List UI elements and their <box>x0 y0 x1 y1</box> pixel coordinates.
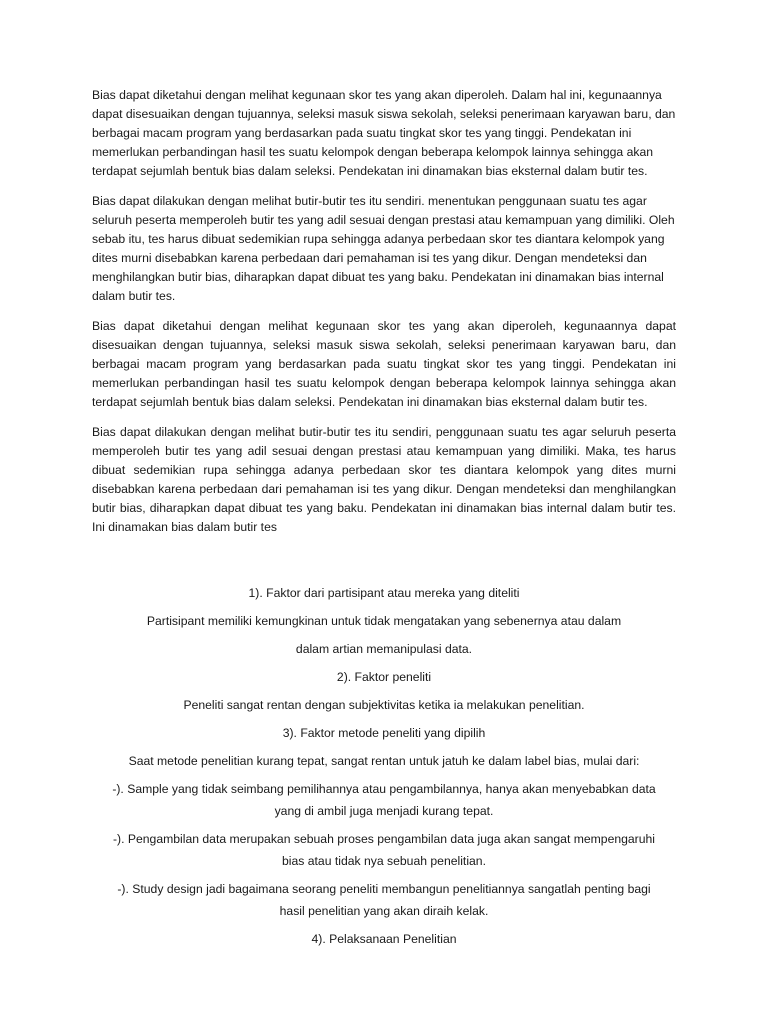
section-spacer <box>92 548 676 584</box>
paragraph-bias-eksternal: Bias dapat diketahui dengan melihat kegunaan skor tes yang akan diperoleh. Dalam hal ini, kegunaannya dapat disesuaikan dengan tujuannya, seleksi masuk siswa sekolah, seleksi penerimaan karyawan baru, dan berbagai macam program yang berdasarkan pada suatu tingkat skor tes yang tinggi. Pendekatan ini memerlukan perbandingan hasil tes suatu kelompok dengan beberapa kelompok lainnya sehingga akan terdapat sejumlah bentuk bias dalam seleksi. Pendekatan ini dinamakan bias eksternal dalam butir tes. <box>92 88 676 178</box>
factor-1-text-line1: Partisipant memiliki kemungkinan untuk tidak mengatakan yang sebenernya atau dalam <box>146 614 622 628</box>
paragraph-bias-internal: Bias dapat dilakukan dengan melihat butir-butir tes itu sendiri. menentukan penggunaan suatu tes agar seluruh peserta memperoleh butir tes yang adil sesuai dengan prestasi atau kemampuan yang dimiliki. Oleh sebab itu, tes harus dibuat sedemikian rupa sehingga adanya perbedaan skor tes diantara kelompok yang dites murni disebabkan karena perbedaan dari pemahaman isi tes yang dikur. Dengan mendeteksi dan menghilangkan butir bias, diharapkan dapat dibuat tes yang baku. Pendekatan ini dinamakan bias internal dalam butir tes. <box>92 194 675 303</box>
bullet-3-line2: hasil penelitian yang akan diraih kelak. <box>279 904 489 918</box>
bullet-2-line2: bias atau tidak nya sebuah penelitian. <box>282 854 486 868</box>
document-page <box>92 86 676 958</box>
factor-3-heading: 3). Faktor metode peneliti yang dipilih <box>282 726 486 740</box>
factor-3-text: Saat metode penelitian kurang tepat, sangat rentan untuk jatuh ke dalam label bias, mulai dari: <box>128 754 640 768</box>
factor-1-heading: 1). Faktor dari partisipant atau mereka yang diteliti <box>248 586 520 600</box>
bullet-1-line2: yang di ambil juga menjadi kurang tepat. <box>274 804 494 818</box>
factor-4-heading: 4). Pelaksanaan Penelitian <box>311 932 457 946</box>
factor-1-text-line2: dalam artian memanipulasi data. <box>295 642 473 656</box>
bullet-1-line1: -). Sample yang tidak seimbang pemilihannya atau pengambilannya, hanya akan menyebabkan data <box>112 782 656 796</box>
bullet-2-line1: -). Pengambilan data merupakan sebuah proses pengambilan data juga akan sangat mempengaruhi <box>112 832 656 846</box>
bullet-3-line1: -). Study design jadi bagaimana seorang peneliti membangun penelitiannya sangatlah penting bagi <box>117 882 651 896</box>
factor-list <box>92 584 676 949</box>
paragraph-bias-eksternal-revised: Bias dapat diketahui dengan melihat kegunaan skor tes yang akan diperoleh, kegunaannya dapat disesuaikan dengan tujuannya, seleksi masuk siswa sekolah, seleksi penerimaan karyawan baru, dan berbagai macam program yang berdasarkan pada suatu tingkat skor tes yang tinggi. Pendekatan ini memerlukan perbandingan hasil tes suatu kelompok dengan beberapa kelompok lainnya sehingga akan terdapat sejumlah bentuk bias dalam seleksi. Pendekatan ini dinamakan bias eksternal dalam butir tes. <box>92 319 676 409</box>
factor-2-heading: 2). Faktor peneliti <box>336 670 432 684</box>
factor-2-text: Peneliti sangat rentan dengan subjektivitas ketika ia melakukan penelitian. <box>183 698 585 712</box>
paragraph-bias-internal-revised: Bias dapat dilakukan dengan melihat butir-butir tes itu sendiri, penggunaan suatu tes agar seluruh peserta memperoleh butir tes yang adil sesuai dengan prestasi atau kemampuan yang dimiliki. Maka, tes harus dibuat sedemikian rupa sehingga adanya perbedaan skor tes diantara kelompok yang dites murni disebabkan karena perbedaan dari pemahaman isi tes yang dikur. Dengan mendeteksi dan menghilangkan butir bias, diharapkan dapat dibuat tes yang baku. Pendekatan ini dinamakan bias internal dalam butir tes. Ini dinamakan bias dalam butir tes <box>92 425 676 534</box>
